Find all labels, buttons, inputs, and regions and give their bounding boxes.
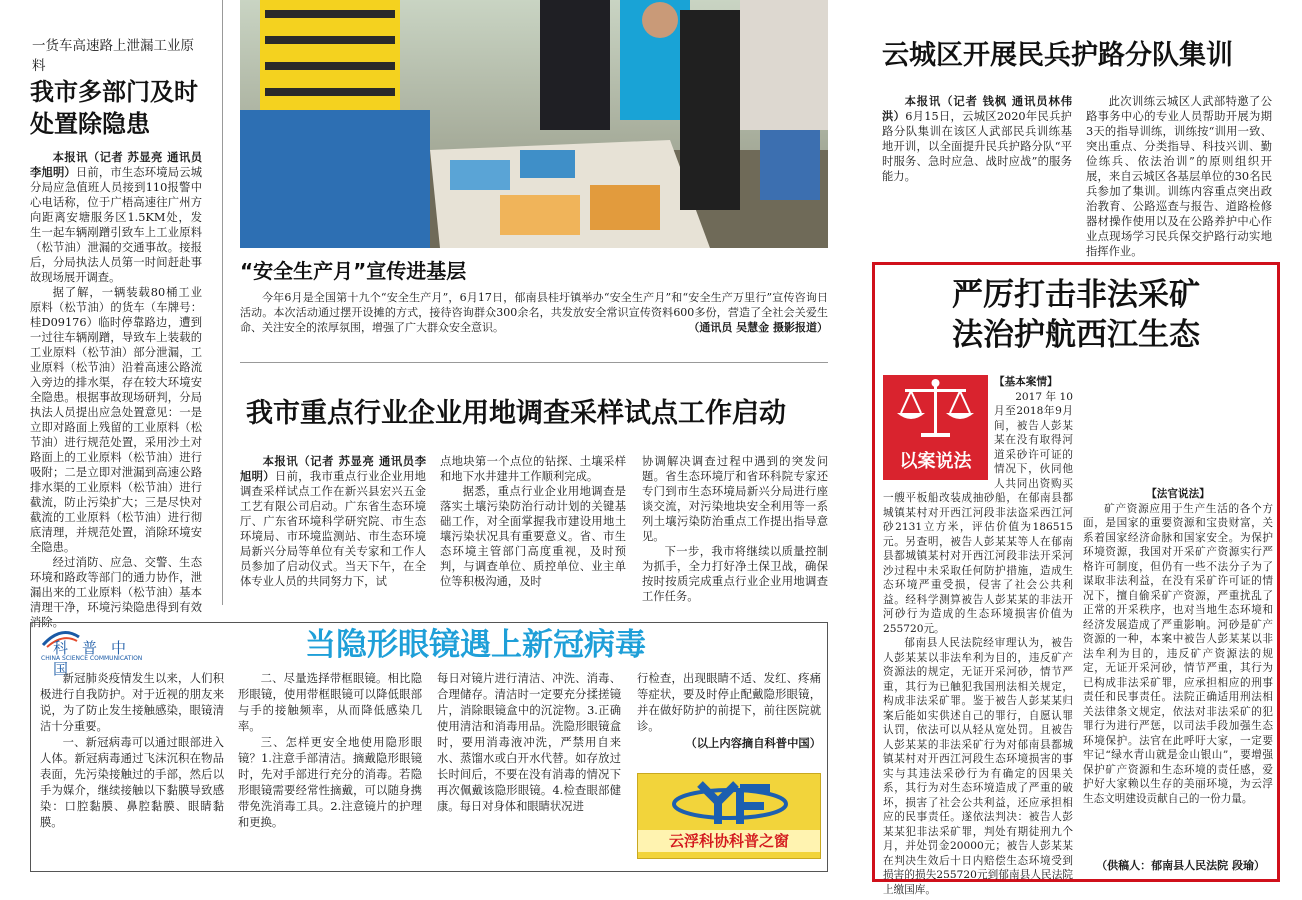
bottom-col1: [40, 671, 224, 831]
banner-text: 云浮科协科普之窗: [638, 830, 820, 852]
photo-caption-title: “安全生产月”宣传进基层: [240, 259, 467, 283]
boxed-col2: [1083, 375, 1273, 806]
left-para1: 日前，市生态环境局云城分局应急值班人员接到110报警中心电话称，位于广梧高速往广州方向距离安塘服务区1.5KM处，发生一起车辆剐蹭引致车上工业原料（松节油）泄漏的交通事故。接报后，分局执法人员第一时间赶赴事故现场展开调查。: [30, 166, 202, 284]
bottom-col2a: 二、尽量选择带框眼镜。相比隐形眼镜，使用带框眼镜可以降低眼部与手的接触频率，从而降低感染几率。: [238, 672, 422, 733]
top-right-para1: 6月15日，云城区2020年民兵护路分队集训在该区人武部民兵训练基地开训，以全面提升民兵护路分队“平时服务、急时应急、战时应战”的服务能力。: [882, 110, 1072, 183]
top-right-col1: [882, 94, 1072, 184]
boxed-headline-line1: 严厉打击非法采矿: [952, 277, 1200, 313]
middle-byline: 本报讯（记者 苏显亮 通讯员李旭明）: [240, 454, 426, 483]
bottom-col2b: 三、怎样更安全地使用隐形眼镜？1.注意手部清洁。摘戴隐形眼镜时，先对手部进行充分的消毒。若隐形眼镜需要经常性摘戴，可以随身携带免洗消毒工具。2.注意镜片的护理和更换。: [238, 736, 422, 829]
logo-subtext: CHINA SCIENCE COMMUNICATION: [41, 655, 143, 662]
top-right-para2: 此次训练云城区人武部特邀了公路事务中心的专业人员帮助开展为期3天的指导训练，训练按“训用一致、突出重点、分类指导、科技兴训、勤俭练兵、依法治训”的原则组织开展，来自云城区各基层单位的30名民兵参加了集训。训练内容重点突出政治教育、公路巡查与报告、道路检修器材操作使用以及在公路养护中心作业点现场学习民兵保交护路行动实地指挥作业。: [1086, 95, 1272, 258]
boxed-story-frame: [872, 262, 1280, 896]
bottom-headline: 当隐形眼镜遇上新冠病毒: [305, 627, 646, 663]
boxed-headline-line2: 法治护航西江生态: [952, 317, 1200, 353]
yf-logo-icon: [670, 778, 790, 830]
left-para2: 据了解，一辆装载80桶工业原料（松节油）的货车（车牌号：桂D09176）临时停靠路边，遭到一过往车辆剐蹭，导致车上装载的工业原料（松节油）部分泄漏，工业原料（松节油）沿着高速公路流入旁边的排水渠，存在较大环境安全隐患。根据事故现场研判，分局执法人员提出应急处置意见：一是立即对路面上残留的工业原料（松节油）进行规范处置，采用沙土对路面上的工业原料（松节油）进行吸附；二是立即对泄漏到高速公路排水渠的工业原料（松节油）进行截流，防止污染扩大；三是尽快对截流的工业原料（松节油）进行彻底清理，并规范处置，消除环境安全隐患。: [30, 286, 202, 554]
caption-credit: （通讯员 吴慧金 摄影报道）: [688, 321, 828, 334]
bottom-story-frame: [30, 622, 828, 872]
middle-col3b: 下一步，我市将继续以质量控制为抓手，全力打好净土保卫战，确保按时按质完成重点行业企业用地调查工作任务。: [642, 545, 828, 603]
left-story: [30, 34, 202, 630]
left-story-kicker: 一货车高速路上泄漏工业原料: [32, 38, 194, 74]
top-right-byline: 本报讯（记者 钱枫 通讯员林伟洪）: [882, 94, 1072, 123]
boxed-col1: [883, 375, 1073, 897]
middle-col3a: 协调解决调查过程中遇到的突发问题。省生态环境厅和省环科院专家还专门到市生态环境局新兴分局进行座谈交流，对污染地块安全利用等一系列土壤污染防治重点工作提出指导意见。: [642, 455, 828, 543]
case-law-icon-label: 以案说法: [899, 451, 972, 472]
logo-text: 科普中国: [53, 639, 141, 678]
icon-float-spacer: [883, 375, 994, 487]
caption-text: 今年6月是全国第十九个“安全生产月”，6月17日，郁南县桂圩镇举办“安全生产月”和“安全生产万里行”宣传咨询日活动。本次活动通过摆开设摊的方式，接待咨询群众300余名，共发放安全常识宣传资料600多份，营造了全社会关爱生命、关注安全的浓厚氛围，增强了广大群众安全意识。: [240, 291, 828, 334]
science-china-logo: [41, 629, 161, 678]
middle-story-headline: 我市重点行业企业用地调查采样试点工作启动: [246, 398, 786, 429]
bottom-col3: [437, 671, 621, 815]
bottom-col1a: 新冠肺炎疫情发生以来，人们积极进行自我防护。对于近视的朋友来说，为了防止发生接触感染，眼镜清洁十分重要。: [40, 672, 224, 733]
science-window-banner: [637, 773, 821, 859]
middle-story-col1: [240, 454, 426, 589]
bottom-col2: [238, 671, 422, 831]
bottom-col4: [637, 671, 821, 751]
boxed-headline: [875, 275, 1277, 355]
left-para3: 经过消防、应急、交警、生态环境和路政等部门的通力协作，泄漏出来的工业原料（松节油）基本清理干净，环境污染隐患得到有效消除。: [30, 556, 202, 629]
left-byline: 本报讯（记者 苏显亮 通讯员李旭明）: [30, 150, 202, 179]
left-headline-line2: 处置除隐患: [30, 110, 150, 138]
bottom-source: （以上内容摘自科普中国）: [685, 736, 821, 750]
left-column-divider: [222, 0, 223, 605]
boxed-section2-text: 矿产资源应用于生产生活的各个方面，是国家的重要资源和宝贵财富，关系着国家经济命脉和国家安全。为保护环境资源，我国对开采矿产资源实行严格许可制度，但仍有一些不法分子为了谋取非法利益，在没有采矿许可证的情况下，擅自偷采矿产资源，严重扰乱了正常的开采秩序，也对当地生态环境和经济发展造成了严重影响。河砂是矿产资源的一种，本案中被告人彭某某以非法牟利为目的，违反矿产资源法的规定，无证开采河砂，情节严重，其行为已构成非法采矿罪，应承担相应的刑事责任和民事责任。法院正确适用刑法相关法律条文规定，依法对非法采矿的犯罪行为进行严惩，以司法手段加强生态环境保护。法官在此呼吁大家，一定要牢记“绿水青山就是金山银山”，要增强保护矿产资源和生态环境的责任感，爱护好大家赖以生存的美丽环境，为云浮生态文明建设贡献自己的一份力量。: [1083, 502, 1273, 805]
photo-caption: [240, 258, 828, 335]
top-right-col2: [1086, 94, 1272, 259]
bottom-col3: 每日对镜片进行清洁、冲洗、消毒、合理储存。清洁时一定要充分揉搓镜片，消除眼镜盒中的沉淀物。3.正确使用清洁和消毒用品。洗隐形眼镜盒时，要用消毒液冲洗，严禁用自来水、蒸馏水或白开水代替。如存放过长时间后，不要在没有消毒的情况下再次佩戴该隐形眼镜。4.检查眼部健康。每日对身体和眼睛状况进: [437, 672, 621, 813]
boxed-section1-title: 【基本案情】: [994, 376, 1058, 388]
left-headline-line1: 我市多部门及时: [30, 78, 198, 106]
boxed-section2-title: 【法官说法】: [1146, 488, 1210, 500]
middle-col2a: 点地块第一个点位的钻探、土壤采样和地下水井建井工作顺利完成。: [440, 455, 626, 483]
bottom-col1b: 一、新冠病毒可以通过眼部进入人体。新冠病毒通过飞沫沉积在物品表面，先污染接触过的手部，然后以手为媒介，继续接触以下黏膜导致感染：口腔黏膜、鼻腔黏膜、眼睛黏膜。: [40, 736, 224, 829]
photo-caption-text: [240, 290, 828, 335]
left-story-headline: [30, 76, 202, 140]
top-right-headline: 云城区开展民兵护路分队集训: [882, 40, 1233, 71]
middle-col2b: 据悉，重点行业企业用地调查是落实土壤污染防治行动计划的关键基础工作，对全面掌握我市建设用地土壤污染状况具有重要意义。省、市生态环境主管部门高度重视，及时预判，与调查单位、质控单位、业主单位等积极沟通，及时: [440, 485, 626, 588]
bottom-col4: 行检查，出现眼睛不适、发红、疼痛等症状，要及时停止配戴隐形眼镜，并在做好防护的前提下，前往医院就诊。: [637, 672, 821, 733]
middle-col1-text: 日前，我市重点行业企业用地调查采样试点工作在新兴县宏兴五金工艺有限公司启动。广东省生态环境厅、广东省环境科学研究院、市生态环境局、市环境监测站、市生态环境局新兴分局等单位有关专家和工作人员参加了启动仪式。当天下午，在全体专业人员的共同努力下，试: [240, 470, 426, 588]
boxed-credit: （供稿人：郁南县人民法院 段瑜）: [1096, 859, 1265, 872]
middle-story-col2: [440, 454, 626, 589]
boxed-section1-text2: 郁南县人民法院经审理认为，被告人彭某某以非法牟利为目的，违反矿产资源法的规定，无证开采河砂，情节严重，其行为已触犯我国刑法相关规定，构成非法采矿罪。鉴于被告人彭某某归案后能如实供述自己的罪行，自愿认罪认罚，依法可以从轻从宽处罚。且被告人彭某某的非法采矿行为对郁南县都城镇某村对开西江河段生态环境损害的事实与其违法采砂行为有确定的因果关系，其行为对生态环境造成了严重的破坏，损害了社会公共利益，还应承担相应的民事责任。遂依法判决：被告人彭某某犯非法采矿罪，判处有期徒刑九个月，并处罚金20000元；被告人彭某某在判决生效后十日内赔偿生态环境受到损害的损失255720元到郁南县人民法院上缴国库。: [883, 637, 1073, 896]
left-story-body: [30, 150, 202, 630]
safety-month-photo: [240, 0, 828, 248]
photo-illustration: [240, 0, 828, 248]
middle-story-col3: [642, 454, 828, 604]
center-divider-1: [240, 362, 828, 363]
boxed-section1-text: 2017年10月至2018年9月间，被告人彭某某在没有取得河道采砂许可证的情况下，伙同他人共同出资购买一艘平板船改装成抽砂船，在郁南县都城镇某村对开西江河段非法盗采西江河砂2131立方米，评估价值为186515元。另查明，被告人彭某某等人在郁南县都城镇某村对开西江河段非法开采河沙过程中未采取任何防护措施，造成生态环境严重受损，侵害了社会公共利益。经科学测算被告人彭某某的非法开河砂行为造成的生态环境损害价值为255720元。: [883, 390, 1073, 635]
